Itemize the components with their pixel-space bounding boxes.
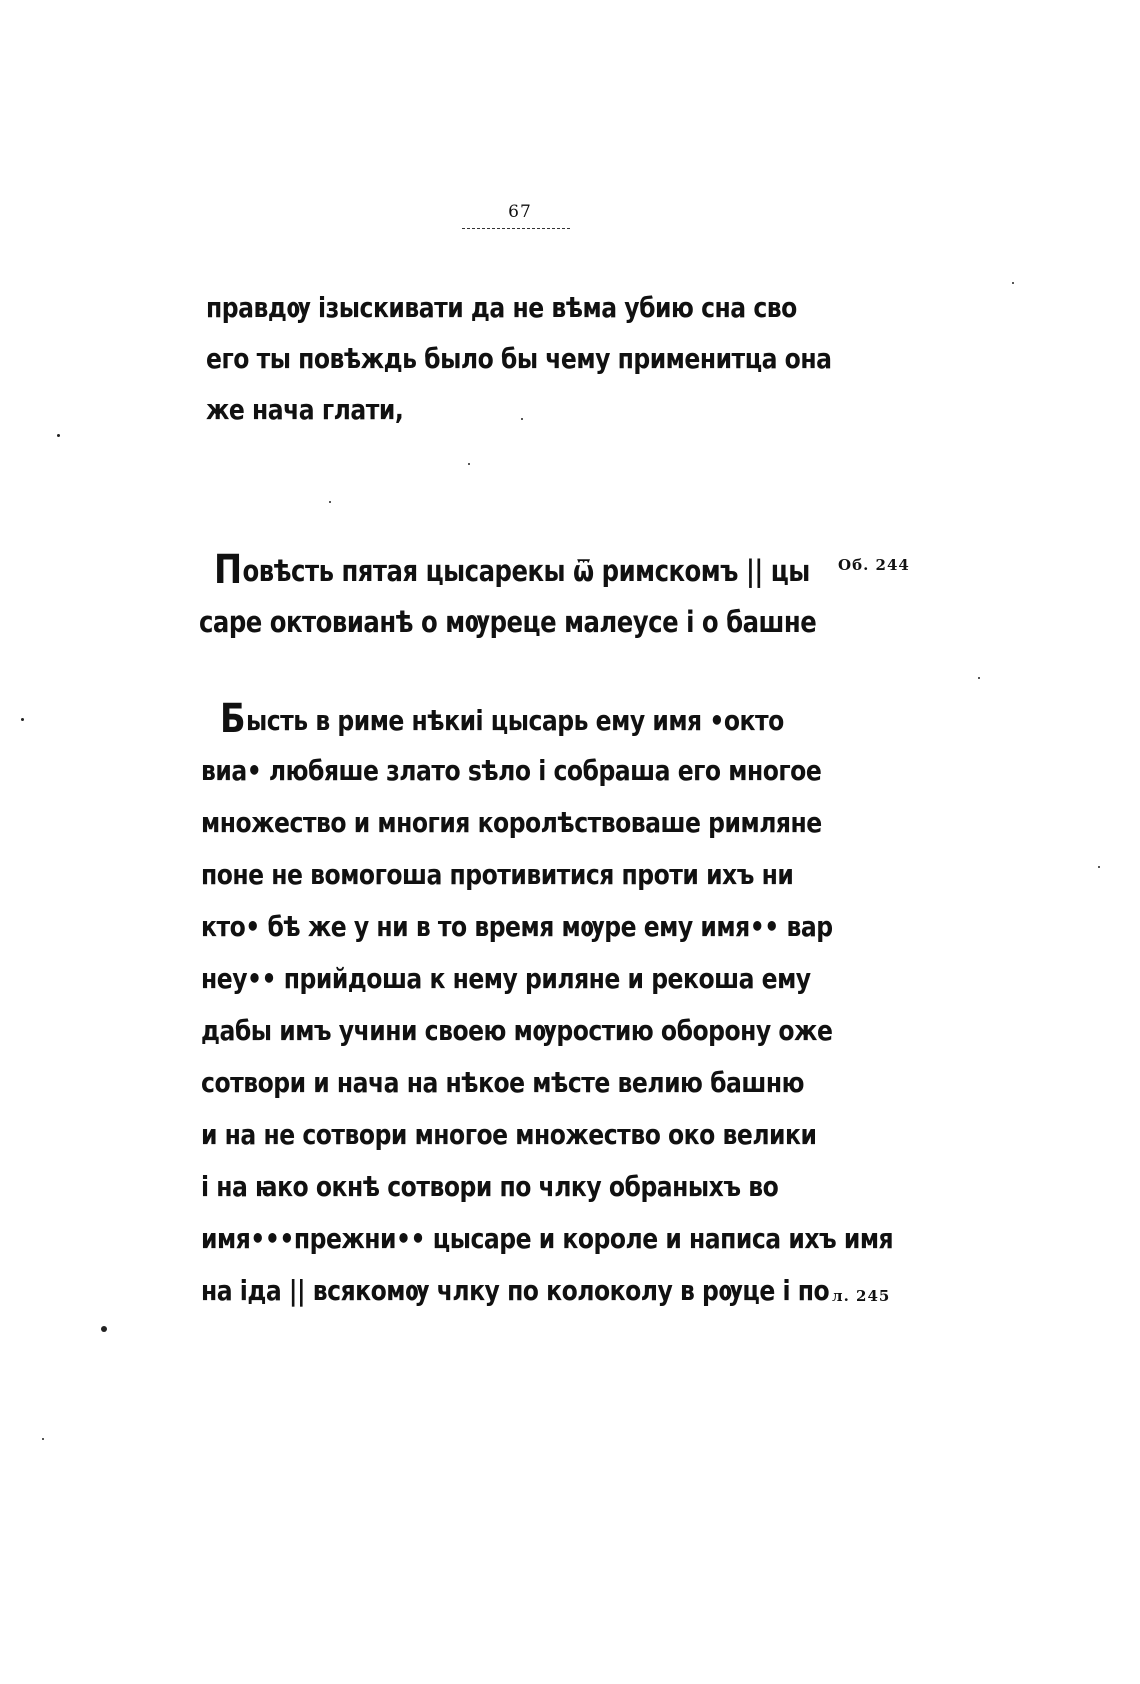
heading-line-2: саре октовианѣ о мѹреце малеусе і о башне [199,605,817,639]
page-number: 67 [508,202,532,222]
folio-note-2: л. 245 [832,1287,891,1305]
top-paragraph-line-1: правдѹ ізыскивати да не вѣма убию сна сво [206,291,797,324]
body-line-6: неу•• прийдоша к нему риляне и рекоша ему [201,962,811,995]
scan-speck [1098,866,1100,868]
heading-line-1-text: овѣсть пятая цысарекы ѿ римскомъ || цы [242,554,810,588]
body-line-5: кто• бѣ же у ни в то время мѹре ему имя•• вар [201,910,833,943]
body-line-1 [220,696,784,742]
top-paragraph-line-2: его ты повѣждь было бы чему применитца она [206,342,832,375]
scan-speck [21,718,24,721]
body-line-3: множество и многия королѣствоваше римляне [201,806,822,839]
body-line-11: имя•••прежни•• цысаре и короле и написа ихъ имя [201,1222,894,1255]
page-number-rule [462,228,570,229]
top-paragraph-line-3: же нача глати, [206,393,404,426]
body-line-7: дабы имъ учини своею мѹростию оборону оже [201,1014,833,1047]
body-line-9: и на не сотвори многое множество око велики [201,1118,817,1151]
body-line-2: виа• любяше злато ѕѣло і собраша его многое [201,754,822,787]
scan-speck [1012,282,1014,284]
body-line-12: на іда || всякомѹ члку по колоколу в рѹце і по [201,1274,830,1307]
scan-speck [57,434,60,437]
body-line-1-text: ысть в риме нѣкиі цысарь ему имя •окто [245,704,784,737]
body-line-8: сотвори и нача на нѣкое мѣсте велию башню [201,1066,804,1099]
scan-speck [101,1326,107,1332]
body-initial: Б [220,696,246,742]
folio-note-1: Об. 244 [838,556,910,574]
body-line-4: поне не вомогоша противитися проти ихъ ни [201,858,794,891]
scan-speck [521,418,523,420]
scan-speck [978,677,980,679]
scan-speck [468,463,470,465]
body-line-10: і на ꙗко окнѣ сотвори по члку обраныхъ во [201,1170,779,1203]
scan-speck [42,1438,44,1440]
heading-initial: П [214,547,242,593]
heading-line-1 [214,547,810,593]
scan-speck [329,501,331,503]
